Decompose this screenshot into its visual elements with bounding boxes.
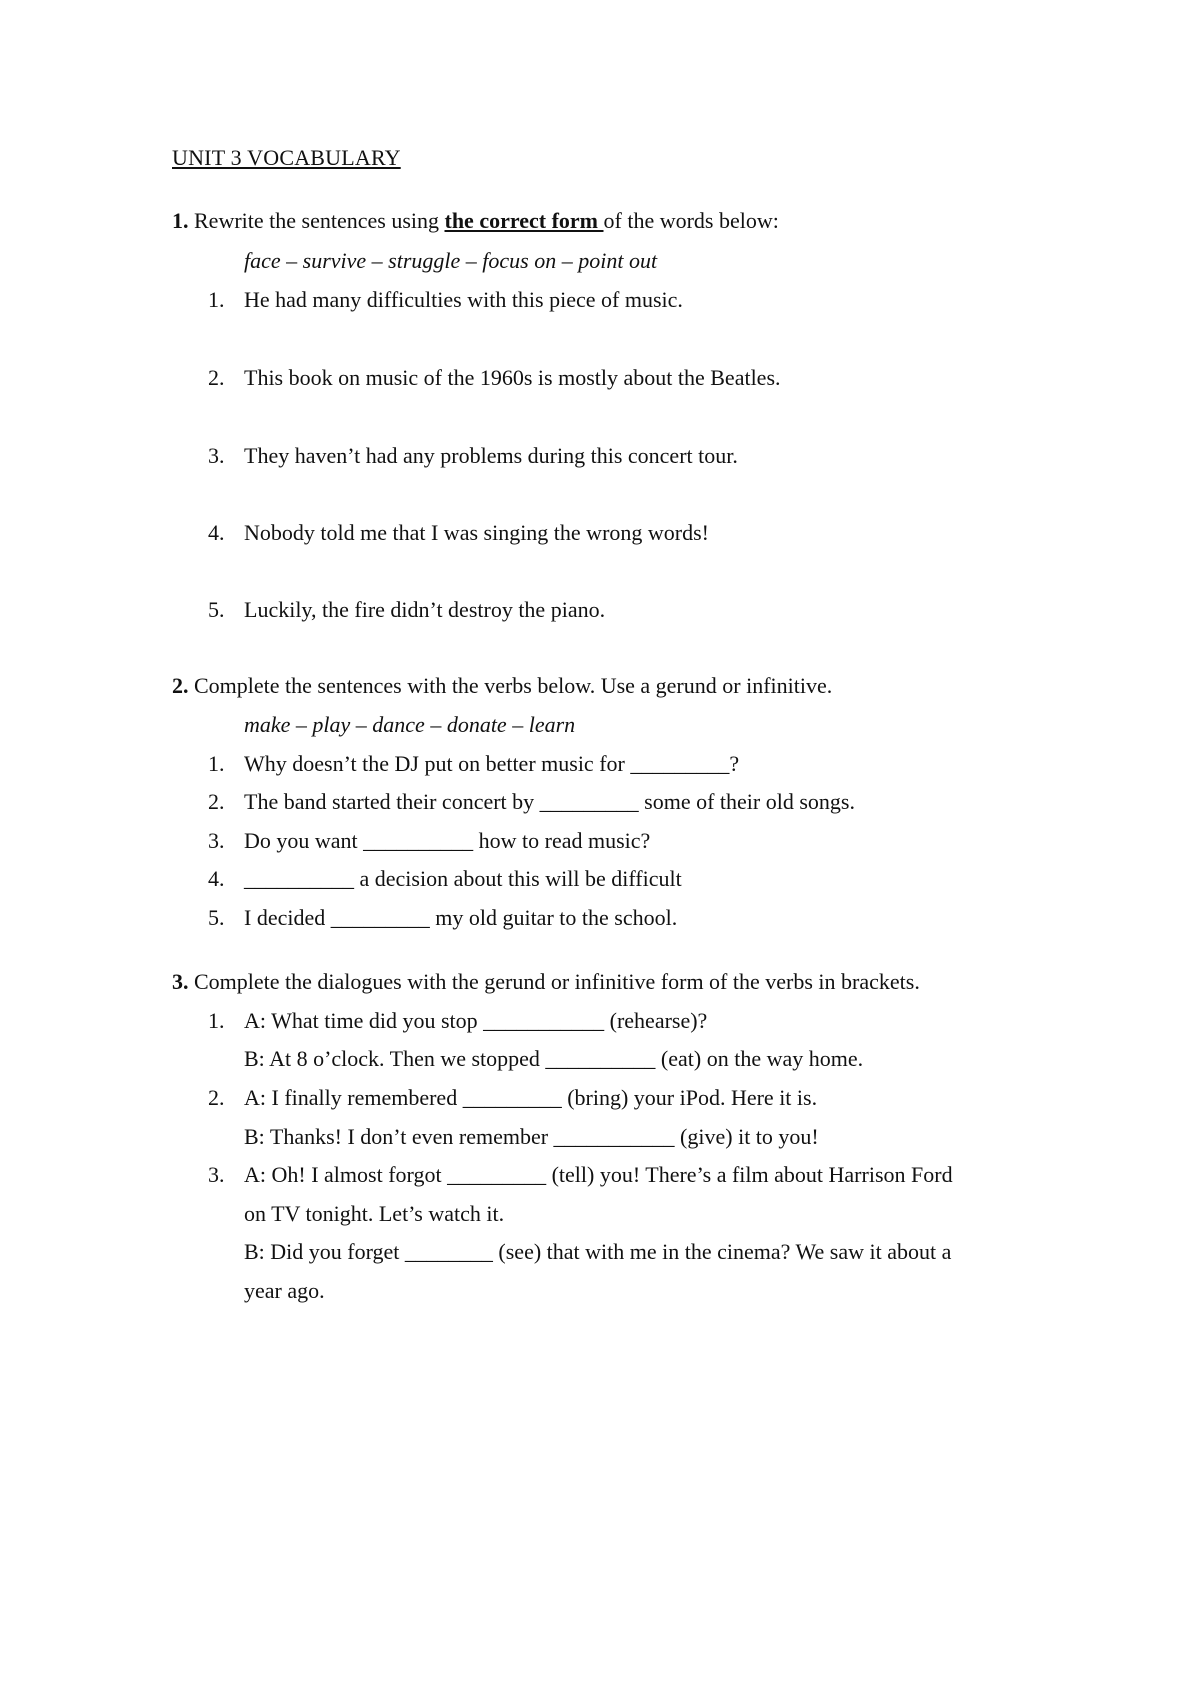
dialogue-line: year ago. bbox=[244, 1278, 325, 1303]
list-item: Do you want __________ how to read music? bbox=[244, 828, 651, 853]
list-item: Nobody told me that I was singing the wrong words! bbox=[244, 520, 709, 545]
list-item: Luckily, the fire didn’t destroy the piano. bbox=[244, 597, 606, 622]
dialogue-line: A: I finally remembered _________ (bring) your iPod. Here it is. bbox=[244, 1085, 818, 1110]
dialogue-line: B: At 8 o’clock. Then we stopped __________ (eat) on the way home. bbox=[244, 1046, 864, 1071]
list-item: They haven’t had any problems during this concert tour. bbox=[244, 443, 738, 468]
list-item-number: 3. bbox=[208, 443, 225, 468]
list-item: He had many difficulties with this piece of music. bbox=[244, 287, 683, 312]
section2-text: Complete the sentences with the verbs below. Use a gerund or infinitive. bbox=[188, 673, 833, 698]
section1-text-after: of the words below: bbox=[603, 208, 779, 233]
section2-number: 2. bbox=[172, 673, 189, 698]
dialogue-number: 3. bbox=[208, 1162, 225, 1187]
list-item-number: 5. bbox=[208, 905, 225, 930]
list-item: __________ a decision about this will be difficult bbox=[244, 866, 682, 891]
section2-instruction bbox=[172, 673, 832, 699]
section3-number: 3. bbox=[172, 969, 189, 994]
dialogue-line: B: Thanks! I don’t even remember ___________ (give) it to you! bbox=[244, 1124, 819, 1149]
list-item-number: 4. bbox=[208, 866, 225, 891]
list-item-number: 5. bbox=[208, 597, 225, 622]
list-item-number: 1. bbox=[208, 751, 225, 776]
dialogue-number: 1. bbox=[208, 1008, 225, 1033]
section1-instruction bbox=[172, 208, 779, 234]
list-item-number: 3. bbox=[208, 828, 225, 853]
section1-keyword: the correct form bbox=[444, 208, 604, 233]
list-item-number: 4. bbox=[208, 520, 225, 545]
list-item-number: 2. bbox=[208, 365, 225, 390]
section3-text: Complete the dialogues with the gerund or infinitive form of the verbs in brackets. bbox=[188, 969, 920, 994]
list-item: The band started their concert by _________ some of their old songs. bbox=[244, 789, 855, 814]
list-item-number: 2. bbox=[208, 789, 225, 814]
list-item: Why doesn’t the DJ put on better music for _________? bbox=[244, 751, 740, 776]
section1-number: 1. bbox=[172, 208, 189, 233]
section2-word-bank: make – play – dance – donate – learn bbox=[244, 712, 576, 737]
section1-text-before: Rewrite the sentences using bbox=[188, 208, 445, 233]
dialogue-line: on TV tonight. Let’s watch it. bbox=[244, 1201, 505, 1226]
dialogue-number: 2. bbox=[208, 1085, 225, 1110]
dialogue-line: A: Oh! I almost forgot _________ (tell) you! There’s a film about Harrison Ford bbox=[244, 1162, 953, 1187]
list-item-number: 1. bbox=[208, 287, 225, 312]
list-item: This book on music of the 1960s is mostly about the Beatles. bbox=[244, 365, 781, 390]
page-title: UNIT 3 VOCABULARY bbox=[172, 145, 401, 170]
dialogue-line: A: What time did you stop ___________ (rehearse)? bbox=[244, 1008, 708, 1033]
section1-word-bank: face – survive – struggle – focus on – point out bbox=[244, 248, 658, 273]
section3-instruction bbox=[172, 969, 920, 995]
dialogue-line: B: Did you forget ________ (see) that with me in the cinema? We saw it about a bbox=[244, 1239, 952, 1264]
list-item: I decided _________ my old guitar to the school. bbox=[244, 905, 678, 930]
